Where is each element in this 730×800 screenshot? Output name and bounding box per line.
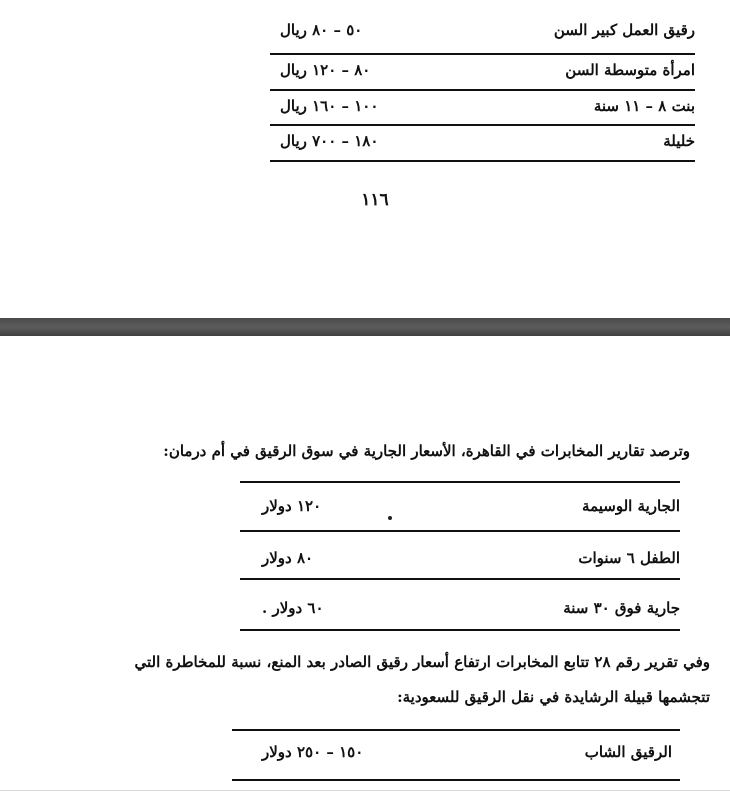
table-rule	[270, 53, 695, 55]
row-value: ٨٠ دولار	[262, 549, 314, 567]
row-value: ١٢٠ دولار	[262, 497, 322, 515]
row-value: ١٨٠ – ٧٠٠ ريال	[280, 132, 379, 150]
row-label: خليلة	[663, 132, 695, 150]
table-rule	[240, 629, 680, 631]
row-label: الطفل ٦ سنوات	[578, 549, 680, 567]
table-rule	[240, 578, 680, 580]
row-label: رقيق العمل كبير السن	[553, 21, 695, 39]
report-paragraph-line-1: وفي تقرير رقم ٢٨ تتابع المخابرات ارتفاع أسعار رقيق الصادر بعد المنع، نسبة للمخاطرة التي	[134, 653, 710, 671]
row-value: ١٠٠ – ١٦٠ ريال	[280, 97, 379, 115]
top-page	[0, 0, 730, 318]
row-label: الرقيق الشاب	[584, 743, 672, 761]
row-value: ٦٠ دولار .	[262, 599, 324, 617]
table-rule	[240, 481, 680, 483]
row-label: امرأة متوسطة السن	[565, 61, 695, 79]
table-rule	[232, 779, 680, 781]
page-number: ١١٦	[361, 190, 389, 210]
table-rule	[270, 160, 695, 162]
table-rule	[270, 89, 695, 91]
row-value: ٨٠ – ١٢٠ ريال	[280, 61, 371, 79]
row-label: الجارية الوسيمة	[582, 497, 680, 515]
table-rule	[240, 530, 680, 532]
report-paragraph-line-2: تتجشمها قبيلة الرشايدة في نقل الرقيق للسعودية:	[397, 688, 710, 706]
intro-paragraph: وترصد تقارير المخابرات في القاهرة، الأسعار الجارية في سوق الرقيق في أم درمان:	[163, 442, 690, 460]
print-speck	[388, 516, 392, 520]
row-label: جارية فوق ٣٠ سنة	[563, 599, 680, 617]
page-edge	[0, 790, 730, 791]
table-rule	[232, 729, 680, 731]
table-rule	[270, 124, 695, 126]
row-value: ١٥٠ – ٢٥٠ دولار	[262, 743, 364, 761]
row-label: بنت ٨ – ١١ سنة	[593, 97, 695, 115]
row-value: ٥٠ – ٨٠ ريال	[280, 21, 363, 39]
page-separator	[0, 318, 730, 336]
